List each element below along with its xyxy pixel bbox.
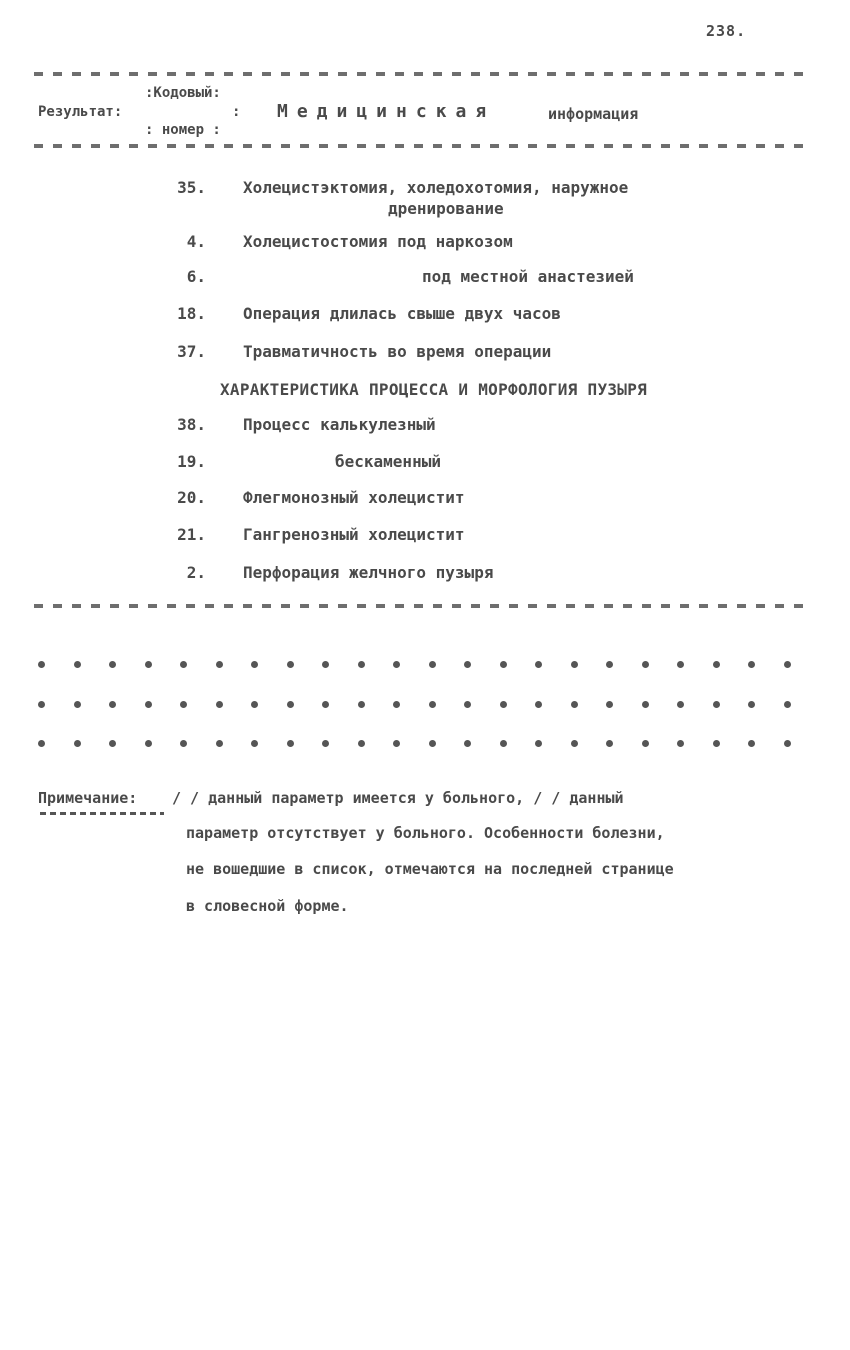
dot-mark	[429, 661, 436, 668]
dot-mark	[38, 740, 45, 747]
dot-mark	[145, 740, 152, 747]
note-label: Примечание:	[38, 789, 138, 807]
dot-mark	[642, 661, 649, 668]
dot-mark	[748, 740, 755, 747]
dot-mark	[393, 701, 400, 708]
dot-mark	[500, 740, 507, 747]
dot-mark	[216, 661, 223, 668]
item-code: 38.	[177, 415, 206, 434]
dot-mark	[216, 740, 223, 747]
dot-mark	[74, 740, 81, 747]
item-code: 2.	[186, 563, 206, 582]
note-line: не вошедшие в список, отмечаются на последней странице	[186, 860, 674, 878]
dot-mark	[464, 661, 471, 668]
item-text: Холецистэктомия, холедохотомия, наружное	[243, 178, 629, 197]
dot-mark	[358, 701, 365, 708]
note-line: / / данный параметр имеется у больного, / / данный	[172, 789, 624, 807]
dot-mark	[713, 701, 720, 708]
item-code: 35.	[177, 178, 206, 197]
dot-mark	[145, 701, 152, 708]
item-text: Гангренозный холецистит	[243, 525, 465, 544]
item-code: 19.	[177, 452, 206, 471]
dot-mark	[713, 661, 720, 668]
item-text: бескаменный	[335, 452, 441, 471]
item-code: 4.	[186, 232, 206, 251]
dot-mark	[784, 740, 791, 747]
item-text: Процесс калькулезный	[243, 415, 436, 434]
dot-mark	[571, 661, 578, 668]
dot-leader-row	[38, 737, 818, 749]
dot-mark	[429, 701, 436, 708]
item-code: 6.	[186, 267, 206, 286]
dot-mark	[500, 661, 507, 668]
dot-mark	[535, 701, 542, 708]
result-label: Результат:	[38, 104, 123, 120]
note-line: в словесной форме.	[186, 897, 349, 915]
dot-mark	[74, 661, 81, 668]
dot-mark	[287, 701, 294, 708]
item-text: под местной анастезией	[422, 267, 634, 286]
dot-mark	[109, 740, 116, 747]
item-text: Перфорация желчного пузыря	[243, 563, 494, 582]
dot-mark	[145, 661, 152, 668]
dot-mark	[642, 701, 649, 708]
dot-mark	[571, 740, 578, 747]
dot-mark	[251, 661, 258, 668]
dot-mark	[322, 740, 329, 747]
dot-mark	[109, 661, 116, 668]
top-dashed-rule	[34, 72, 810, 76]
dot-mark	[713, 740, 720, 747]
dot-mark	[322, 701, 329, 708]
dot-mark	[109, 701, 116, 708]
item-text-continued: дренирование	[388, 199, 504, 218]
item-code: 21.	[177, 525, 206, 544]
dot-mark	[322, 661, 329, 668]
dot-mark	[429, 740, 436, 747]
dot-mark	[606, 701, 613, 708]
dot-mark	[606, 740, 613, 747]
dot-mark	[216, 701, 223, 708]
note-label-underline	[40, 812, 164, 815]
dot-mark	[358, 740, 365, 747]
dot-mark	[677, 661, 684, 668]
dot-mark	[535, 740, 542, 747]
item-text: Операция длилась свыше двух часов	[243, 304, 561, 323]
dot-mark	[393, 661, 400, 668]
dot-mark	[535, 661, 542, 668]
item-code: 20.	[177, 488, 206, 507]
dot-mark	[358, 661, 365, 668]
dot-mark	[180, 740, 187, 747]
item-text: Холецистостомия под наркозом	[243, 232, 513, 251]
code-separator: :	[232, 104, 241, 120]
dot-mark	[180, 701, 187, 708]
dot-mark	[677, 740, 684, 747]
dot-mark	[251, 740, 258, 747]
dot-mark	[287, 740, 294, 747]
dot-mark	[251, 701, 258, 708]
page-number: 238.	[706, 22, 747, 40]
dot-mark	[784, 701, 791, 708]
dot-mark	[748, 701, 755, 708]
item-text: Флегмонозный холецистит	[243, 488, 465, 507]
dot-mark	[38, 701, 45, 708]
dot-mark	[642, 740, 649, 747]
note-line: параметр отсутствует у больного. Особенности болезни,	[186, 824, 665, 842]
dot-mark	[677, 701, 684, 708]
section-title: ХАРАКТЕРИСТИКА ПРОЦЕССА И МОРФОЛОГИЯ ПУЗЫРЯ	[220, 380, 648, 399]
dot-mark	[393, 740, 400, 747]
bottom-dashed-rule	[34, 604, 810, 608]
dot-mark	[784, 661, 791, 668]
item-text: Травматичность во время операции	[243, 342, 552, 361]
dot-mark	[287, 661, 294, 668]
dot-mark	[571, 701, 578, 708]
dot-mark	[606, 661, 613, 668]
dot-mark	[464, 740, 471, 747]
dot-mark	[464, 701, 471, 708]
dot-mark	[180, 661, 187, 668]
code-label-top: :Кодовый:	[145, 85, 221, 101]
dot-leader-row	[38, 658, 818, 670]
dot-leader-row	[38, 698, 818, 710]
code-label-bottom: : номер :	[145, 122, 221, 138]
dot-mark	[748, 661, 755, 668]
dot-mark	[38, 661, 45, 668]
header-subtitle: информация	[548, 105, 639, 123]
dot-mark	[74, 701, 81, 708]
item-code: 18.	[177, 304, 206, 323]
header-title: Медицинская	[277, 101, 496, 122]
item-code: 37.	[177, 342, 206, 361]
header-dashed-rule	[34, 144, 810, 148]
dot-mark	[500, 701, 507, 708]
